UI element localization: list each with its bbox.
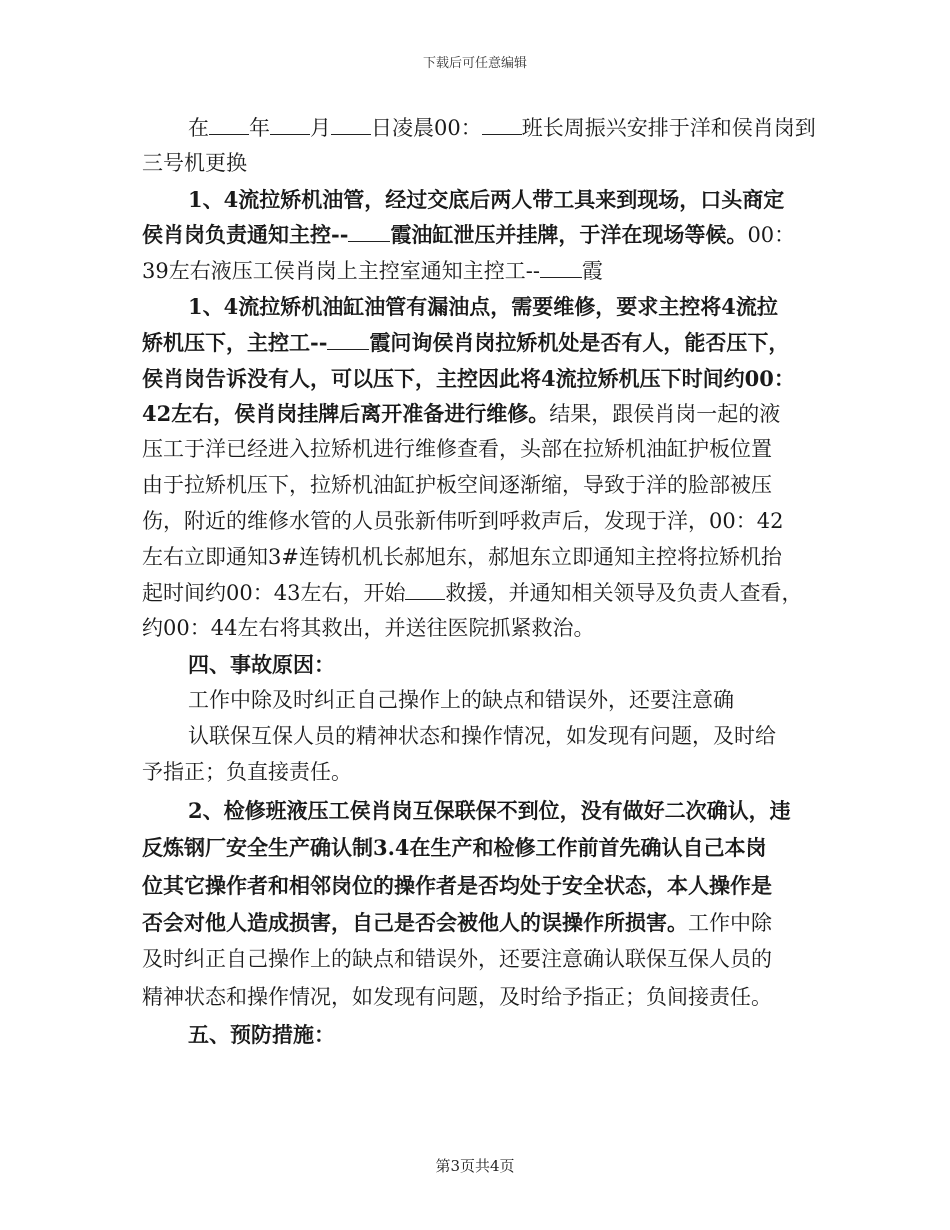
fill-blank — [405, 575, 445, 600]
paragraph-line: 三号机更换 — [142, 150, 247, 175]
paragraph-line: 侯肖岗告诉没有人，可以压下，主控因此将4流拉矫机压下时间约00： — [142, 365, 795, 391]
paragraph-line: 否会对他人造成损害，自己是否会被他人的误操作所损害。工作中除 — [142, 909, 772, 935]
paragraph-line: 及时纠正自己操作上的缺点和错误外，还要注意确认联保互保人员的 — [142, 947, 772, 972]
paragraph-line: 在 年 月 日凌晨00： 班长周振兴安排于洋和侯肖岗到 — [142, 110, 810, 146]
document-body — [142, 110, 816, 1053]
fill-blank — [331, 110, 371, 135]
paragraph-line: 位其它操作者和相邻岗位的操作者是否均处于安全状态，本人操作是 — [142, 872, 772, 898]
paragraph-line: 2、检修班液压工侯肖岗互保联保不到位，没有做好二次确认，违 — [188, 797, 791, 823]
paragraph-line: 1、4流拉矫机油缸油管有漏油点，需要维修，要求主控将4流拉 — [188, 293, 778, 319]
paragraph-line: 反炼钢厂安全生产确认制3.4在生产和检修工作前首先确认自己本岗 — [142, 835, 767, 861]
paragraph-line: 工作中除及时纠正自己操作上的缺点和错误外，还要注意确 — [188, 687, 734, 712]
paragraph-line: 侯肖岗负责通知主控-- 霞油缸泄压并挂牌，于洋在现场等候。00： — [142, 217, 810, 253]
paragraph-line: 精神状态和操作情况，如发现有问题，及时给予指正；负间接责任。 — [142, 984, 772, 1009]
fill-blank — [327, 325, 369, 350]
fill-blank — [348, 217, 390, 242]
paragraph-line: 伤，附近的维修水管的人员张新伟听到呼救声后，发现于洋，00：42 — [142, 508, 784, 533]
paragraph-line: 42左右，侯肖岗挂牌后离开准备进行维修。结果，跟侯肖岗一起的液 — [142, 401, 781, 427]
paragraph-line: 约00：44左右将其救出，并送往医院抓紧救治。 — [142, 616, 595, 641]
section-heading: 五、预防措施： — [188, 1022, 335, 1048]
paragraph-line: 左右立即通知3#连铸机机长郝旭东，郝旭东立即通知主控将拉矫机抬 — [142, 544, 782, 569]
page-header: 下载后可任意编辑 — [422, 56, 527, 71]
paragraph-line: 矫机压下，主控工-- 霞问询侯肖岗拉矫机处是否有人，能否压下， — [142, 325, 810, 361]
fill-blank — [209, 110, 249, 135]
paragraph-line: 1、4流拉矫机油管，经过交底后两人带工具来到现场，口头商定 — [188, 186, 785, 212]
fill-blank — [270, 110, 310, 135]
paragraph-line: 予指正；负直接责任。 — [142, 760, 352, 785]
fill-blank — [540, 253, 582, 278]
fill-blank — [482, 110, 522, 135]
paragraph-line: 39左右液压工侯肖岗上主控室通知主控工-- 霞 — [142, 253, 810, 289]
paragraph-line: 由于拉矫机压下，拉矫机油缸护板空间逐渐缩，导致于洋的脸部被压 — [142, 472, 772, 497]
paragraph-line: 认联保互保人员的精神状态和操作情况，如发现有问题，及时给 — [188, 723, 776, 748]
paragraph-line: 起时间约00：43左右，开始 救援，并通知相关领导及负责人查看， — [142, 575, 810, 611]
paragraph-line: 压工于洋已经进入拉矫机进行维修查看，头部在拉矫机油缸护板位置 — [142, 437, 772, 462]
section-heading: 四、事故原因： — [188, 651, 335, 677]
page-footer: 第3页共4页 — [435, 1157, 515, 1175]
